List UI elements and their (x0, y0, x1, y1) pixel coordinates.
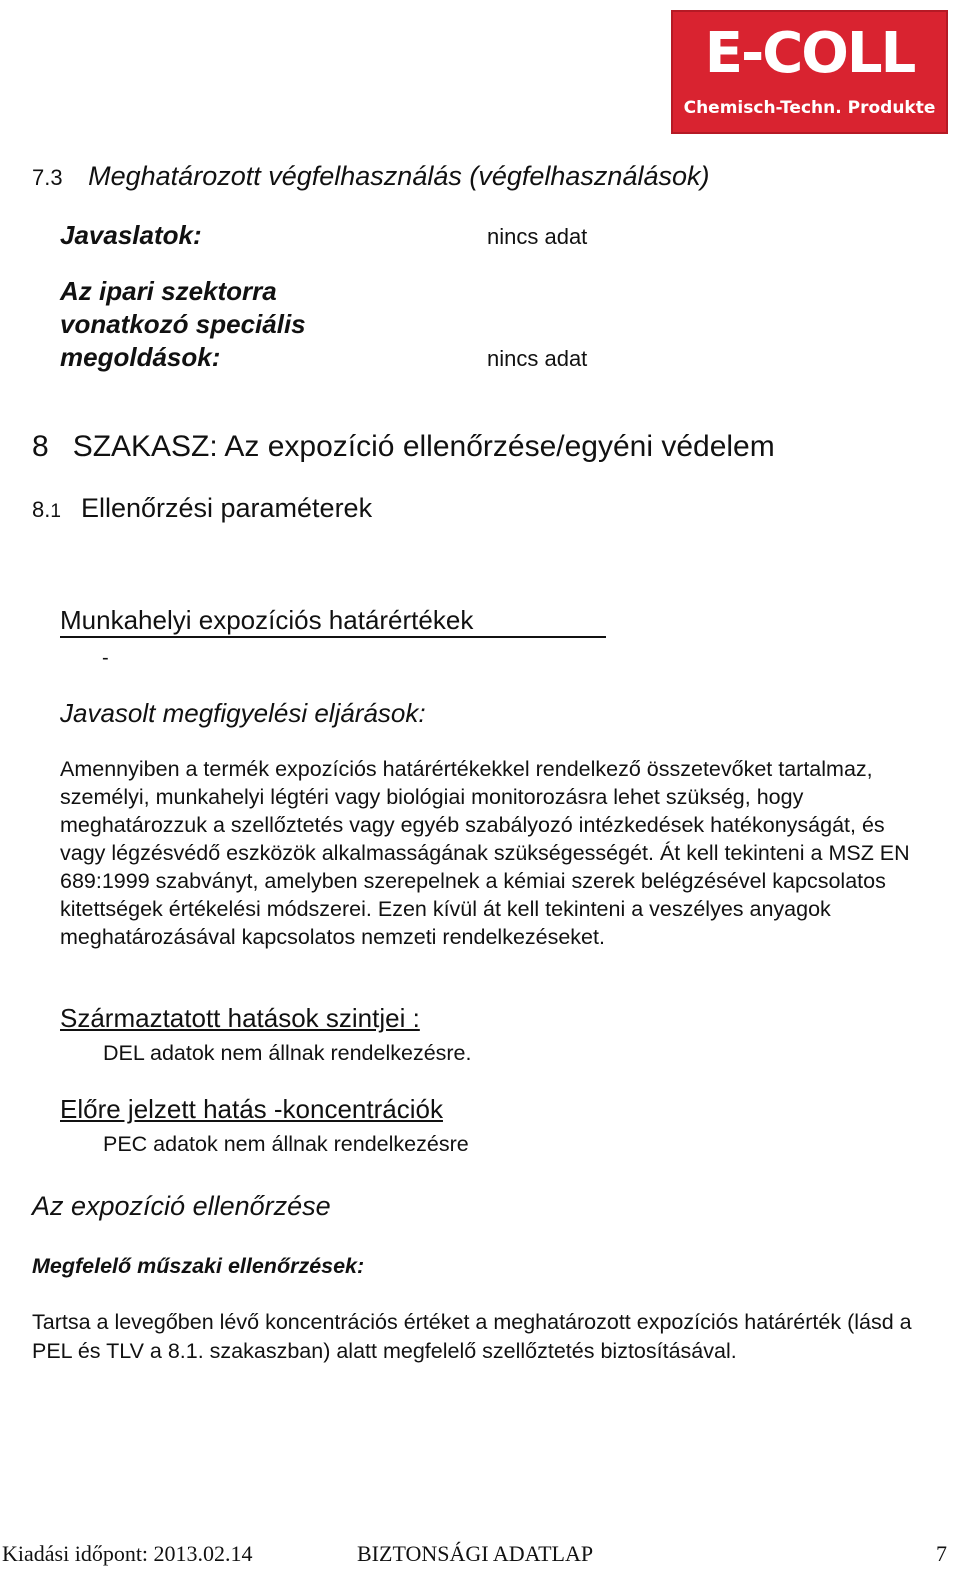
engineering-controls-heading: Megfelelő műszaki ellenőrzések: (32, 1254, 365, 1278)
section-number-minor: 3 (50, 165, 63, 190)
section-title: Meghatározott végfelhasználás (végfelhasználások) (88, 161, 710, 191)
exposure-control-heading: Az expozíció ellenőrzése (32, 1191, 331, 1221)
section-number: 8 (32, 430, 49, 463)
section-8-heading (32, 430, 775, 464)
section-title: SZAKASZ: Az expozíció ellenőrzése/egyéni védelem (72, 430, 775, 463)
del-text: DEL adatok nem állnak rendelkezésre. (103, 1041, 472, 1065)
ipari-value: nincs adat (487, 346, 588, 371)
ipari-label-line-3: megoldások: (60, 342, 221, 372)
engineering-controls-paragraph: Tartsa a levegőben lévő koncentrációs értéket a meghatározott expozíciós határérték (lásd a PEL és TLV a 8.1. szakaszban) alatt megfelelő szellőztetés biztosításával. (32, 1310, 912, 1363)
section-title: Ellenőrzési paraméterek (80, 493, 373, 523)
javaslatok-value: nincs adat (487, 224, 588, 249)
footer-issue-date: Kiadási időpont: 2013.02.14 (2, 1541, 253, 1566)
del-heading: Származtatott hatások szintjei : (60, 1003, 420, 1033)
section-number-major: 7. (32, 165, 51, 190)
munkahelyi-heading: Munkahelyi expozíciós határértékek (60, 605, 474, 635)
ipari-label-line-2: vonatkozó speciális (60, 309, 306, 339)
ipari-label-line-1: Az ipari szektorra (60, 276, 277, 306)
munkahelyi-underline (60, 636, 606, 638)
monitoring-paragraph: Amennyiben a termék expozíciós határértékekkel rendelkező összetevőket tartalmaz, személyi, munkahelyi légtéri vagy biológiai monitorozásra lehet szükség, hogy meghatározzuk a szellőztetés vagy egyéb szabályozó intézkedések hatékonyságát, és vagy légzésvédő eszközök alkalmasságának szükségességét. Át kell tekinteni a MSZ EN 689:1999 szabványt, amelyben szerepelnek a kémiai szerek belégzésével kapcsolatos kitettségek értékelési módszerei. Ezen kívül át kell tekinteni a veszélyes anyagok meghatározásával kapcsolatos nemzeti rendelkezéseket. (60, 757, 910, 949)
section-number-major: 8. (32, 497, 51, 522)
section-7-3-heading (32, 161, 709, 192)
section-number-minor: 1 (50, 501, 61, 522)
footer-page-number: 7 (936, 1541, 947, 1566)
munkahelyi-dash: - (102, 647, 109, 669)
javasolt-heading: Javasolt megfigyelési eljárások: (60, 698, 426, 728)
company-logo (671, 10, 948, 134)
pec-text: PEC adatok nem állnak rendelkezésre (103, 1132, 469, 1156)
section-8-1-heading (32, 493, 372, 524)
logo-wordmark: E-COLL (704, 21, 915, 86)
footer-document-title: BIZTONSÁGI ADATLAP (357, 1541, 594, 1566)
logo-tagline: Chemisch-Techn. Produkte (683, 98, 936, 118)
pec-heading: Előre jelzett hatás -koncentrációk (60, 1094, 443, 1124)
javaslatok-label: Javaslatok: (60, 220, 202, 250)
